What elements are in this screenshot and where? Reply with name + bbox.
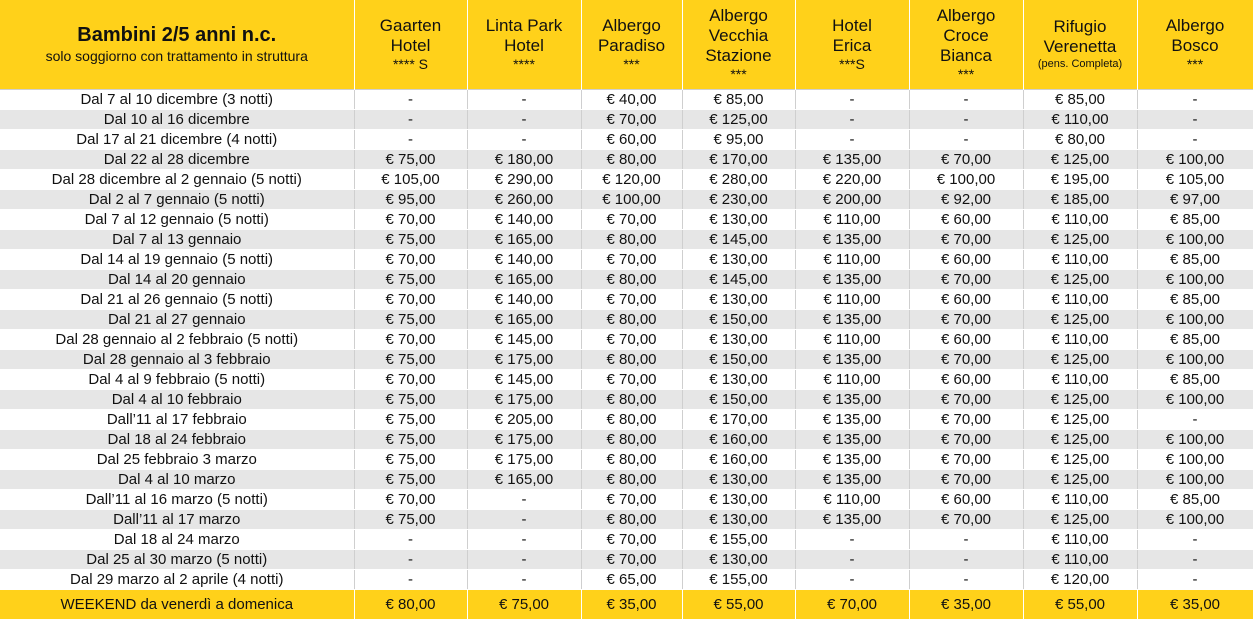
table-row	[0, 89, 1253, 109]
period-cell: Dal 4 al 10 febbraio	[0, 389, 354, 409]
price-cell: € 125,00	[1023, 509, 1137, 529]
price-cell: -	[467, 489, 581, 509]
price-cell: -	[467, 129, 581, 149]
price-cell: € 85,00	[1137, 289, 1253, 309]
price-cell: € 75,00	[354, 409, 467, 429]
price-cell: € 70,00	[909, 309, 1023, 329]
price-cell: € 125,00	[1023, 349, 1137, 369]
price-cell: € 70,00	[909, 469, 1023, 489]
price-cell: € 200,00	[795, 189, 909, 209]
period-cell: Dall’11 al 16 marzo (5 notti)	[0, 489, 354, 509]
hotel-header	[795, 0, 909, 89]
period-cell: Dal 29 marzo al 2 aprile (4 notti)	[0, 569, 354, 589]
price-cell: € 110,00	[795, 489, 909, 509]
price-cell: € 40,00	[581, 89, 682, 109]
table-row	[0, 109, 1253, 129]
price-cell: -	[909, 129, 1023, 149]
price-cell: € 85,00	[1137, 329, 1253, 349]
hotel-header	[581, 0, 682, 89]
period-cell: Dal 14 al 19 gennaio (5 notti)	[0, 249, 354, 269]
period-cell: Dal 2 al 7 gennaio (5 notti)	[0, 189, 354, 209]
table-row	[0, 149, 1253, 169]
price-cell: -	[354, 549, 467, 569]
price-cell: -	[467, 509, 581, 529]
price-cell: € 175,00	[467, 349, 581, 369]
hotel-name-line: Albergo	[709, 6, 768, 26]
price-cell: € 125,00	[682, 109, 795, 129]
price-cell: € 110,00	[795, 209, 909, 229]
price-cell: € 85,00	[1137, 369, 1253, 389]
price-cell: € 70,00	[581, 209, 682, 229]
period-cell: Dal 7 al 13 gennaio	[0, 229, 354, 249]
hotel-name-line: Paradiso	[597, 36, 666, 56]
price-cell: -	[467, 529, 581, 549]
price-cell: -	[1137, 409, 1253, 429]
price-cell: € 120,00	[581, 169, 682, 189]
weekend-price: € 75,00	[467, 589, 581, 619]
period-cell: Dal 10 al 16 dicembre	[0, 109, 354, 129]
hotel-stars: ***S	[839, 56, 865, 73]
price-cell: € 70,00	[909, 449, 1023, 469]
price-cell: € 170,00	[682, 149, 795, 169]
price-cell: € 165,00	[467, 229, 581, 249]
price-cell: € 85,00	[1023, 89, 1137, 109]
price-cell: € 145,00	[467, 369, 581, 389]
price-cell: € 70,00	[581, 529, 682, 549]
price-cell: € 135,00	[795, 349, 909, 369]
price-cell: € 70,00	[909, 269, 1023, 289]
price-cell: € 175,00	[467, 389, 581, 409]
period-cell: Dal 18 al 24 marzo	[0, 529, 354, 549]
table-row	[0, 349, 1253, 369]
price-cell: € 75,00	[354, 509, 467, 529]
price-cell: € 150,00	[682, 349, 795, 369]
price-cell: € 100,00	[1137, 469, 1253, 489]
price-cell: € 70,00	[581, 549, 682, 569]
price-cell: € 80,00	[581, 469, 682, 489]
price-cell: € 105,00	[1137, 169, 1253, 189]
price-cell: -	[795, 109, 909, 129]
price-cell: € 100,00	[1137, 229, 1253, 249]
hotel-name-line: Verenetta	[1043, 37, 1117, 57]
period-cell: Dal 4 al 9 febbraio (5 notti)	[0, 369, 354, 389]
hotel-name-line: Albergo	[602, 16, 661, 36]
price-cell: € 125,00	[1023, 229, 1137, 249]
price-cell: € 75,00	[354, 309, 467, 329]
price-cell: € 290,00	[467, 169, 581, 189]
price-cell: € 92,00	[909, 189, 1023, 209]
price-cell: € 75,00	[354, 149, 467, 169]
price-cell: € 280,00	[682, 169, 795, 189]
table-row	[0, 549, 1253, 569]
price-cell: -	[467, 569, 581, 589]
price-cell: € 140,00	[467, 209, 581, 229]
weekend-label: WEEKEND da venerdì a domenica	[0, 589, 354, 619]
price-cell: € 150,00	[682, 389, 795, 409]
price-cell: -	[354, 89, 467, 109]
price-cell: € 100,00	[1137, 389, 1253, 409]
price-cell: € 70,00	[581, 289, 682, 309]
price-cell: € 135,00	[795, 449, 909, 469]
period-cell: Dal 4 al 10 marzo	[0, 469, 354, 489]
price-cell: € 100,00	[1137, 269, 1253, 289]
price-cell: € 110,00	[795, 329, 909, 349]
hotel-name-line: Hotel	[832, 16, 872, 36]
price-cell: € 130,00	[682, 369, 795, 389]
price-cell: € 130,00	[682, 509, 795, 529]
price-cell: € 125,00	[1023, 149, 1137, 169]
period-cell: Dal 7 al 10 dicembre (3 notti)	[0, 89, 354, 109]
price-cell: € 165,00	[467, 269, 581, 289]
hotel-stars: ***	[730, 66, 747, 83]
price-cell: € 130,00	[682, 329, 795, 349]
price-cell: € 195,00	[1023, 169, 1137, 189]
price-cell: € 100,00	[1137, 429, 1253, 449]
price-cell: € 100,00	[581, 189, 682, 209]
price-cell: € 85,00	[1137, 249, 1253, 269]
price-cell: € 100,00	[1137, 449, 1253, 469]
weekend-price: € 55,00	[682, 589, 795, 619]
price-cell: -	[354, 529, 467, 549]
table-row	[0, 229, 1253, 249]
hotel-name-line: Croce	[943, 26, 989, 46]
hotel-header	[467, 0, 581, 89]
hotel-name-line: Vecchia	[708, 26, 769, 46]
price-cell: € 130,00	[682, 469, 795, 489]
table-row	[0, 489, 1253, 509]
price-cell: € 130,00	[682, 549, 795, 569]
price-cell: € 110,00	[795, 249, 909, 269]
price-cell: € 130,00	[682, 209, 795, 229]
price-cell: € 140,00	[467, 249, 581, 269]
weekend-price: € 35,00	[1137, 589, 1253, 619]
price-cell: € 140,00	[467, 289, 581, 309]
table-row	[0, 289, 1253, 309]
price-cell: € 80,00	[581, 449, 682, 469]
price-cell: € 145,00	[467, 329, 581, 349]
hotel-name-line: Albergo	[936, 6, 996, 26]
table-row	[0, 169, 1253, 189]
price-cell: € 70,00	[354, 249, 467, 269]
price-cell: -	[795, 89, 909, 109]
price-cell: € 165,00	[467, 469, 581, 489]
price-cell: € 75,00	[354, 449, 467, 469]
period-cell: Dal 21 al 27 gennaio	[0, 309, 354, 329]
price-cell: € 155,00	[682, 569, 795, 589]
weekend-price: € 70,00	[795, 589, 909, 619]
price-cell: € 65,00	[581, 569, 682, 589]
hotel-stars: ***	[1186, 56, 1204, 73]
period-cell: Dal 7 al 12 gennaio (5 notti)	[0, 209, 354, 229]
price-cell: € 160,00	[682, 429, 795, 449]
price-cell: € 130,00	[682, 249, 795, 269]
price-cell: € 70,00	[581, 109, 682, 129]
table-title: Bambini 2/5 anni n.c.	[77, 24, 277, 47]
price-cell: € 145,00	[682, 229, 795, 249]
price-cell: € 165,00	[467, 309, 581, 329]
hotel-name-line: Erica	[832, 36, 872, 56]
table-row	[0, 389, 1253, 409]
price-cell: € 70,00	[909, 429, 1023, 449]
table-row	[0, 509, 1253, 529]
price-cell: € 70,00	[354, 329, 467, 349]
price-cell: € 135,00	[795, 389, 909, 409]
price-cell: € 110,00	[1023, 209, 1137, 229]
hotel-name-line: Linta Park	[485, 16, 563, 36]
price-cell: € 110,00	[1023, 549, 1137, 569]
price-cell: € 85,00	[1137, 489, 1253, 509]
price-cell: € 230,00	[682, 189, 795, 209]
price-cell: € 135,00	[795, 149, 909, 169]
price-cell: € 70,00	[581, 329, 682, 349]
price-cell: € 80,00	[581, 389, 682, 409]
period-cell: Dall’11 al 17 febbraio	[0, 409, 354, 429]
price-cell: € 60,00	[909, 489, 1023, 509]
price-cell: € 60,00	[909, 329, 1023, 349]
price-cell: € 135,00	[795, 469, 909, 489]
price-cell: -	[354, 109, 467, 129]
header-row	[0, 0, 1253, 89]
table-row	[0, 569, 1253, 589]
price-cell: € 60,00	[909, 289, 1023, 309]
table-title-cell	[0, 0, 354, 89]
price-cell: € 110,00	[1023, 329, 1137, 349]
weekend-price: € 35,00	[581, 589, 682, 619]
weekend-price: € 35,00	[909, 589, 1023, 619]
price-cell: € 85,00	[1137, 209, 1253, 229]
price-cell: € 100,00	[1137, 509, 1253, 529]
price-cell: € 100,00	[1137, 349, 1253, 369]
price-cell: € 125,00	[1023, 389, 1137, 409]
price-cell: € 125,00	[1023, 469, 1137, 489]
table-row	[0, 209, 1253, 229]
price-cell: -	[467, 89, 581, 109]
table-subtitle: solo soggiorno con trattamento in struttura	[45, 48, 308, 65]
price-cell: -	[795, 549, 909, 569]
price-cell: € 110,00	[1023, 369, 1137, 389]
weekend-price: € 55,00	[1023, 589, 1137, 619]
price-cell: € 110,00	[1023, 289, 1137, 309]
hotel-header	[682, 0, 795, 89]
price-cell: € 110,00	[795, 369, 909, 389]
period-cell: Dal 17 al 21 dicembre (4 notti)	[0, 129, 354, 149]
price-cell: € 60,00	[581, 129, 682, 149]
price-cell: € 180,00	[467, 149, 581, 169]
table-row	[0, 369, 1253, 389]
price-cell: -	[354, 129, 467, 149]
price-cell: € 110,00	[1023, 249, 1137, 269]
hotel-header	[1023, 0, 1137, 89]
price-cell: € 60,00	[909, 249, 1023, 269]
price-cell: -	[1137, 109, 1253, 129]
price-cell: € 135,00	[795, 409, 909, 429]
hotel-note: (pens. Completa)	[1037, 58, 1123, 71]
price-cell: € 110,00	[1023, 529, 1137, 549]
price-cell: € 100,00	[1137, 149, 1253, 169]
period-cell: Dal 21 al 26 gennaio (5 notti)	[0, 289, 354, 309]
price-cell: € 100,00	[1137, 309, 1253, 329]
period-cell: Dal 18 al 24 febbraio	[0, 429, 354, 449]
price-cell: € 80,00	[581, 309, 682, 329]
price-cell: € 260,00	[467, 189, 581, 209]
price-cell: -	[795, 529, 909, 549]
hotel-stars: ***	[623, 56, 640, 73]
price-cell: € 145,00	[682, 269, 795, 289]
hotel-stars: **** S	[392, 56, 429, 73]
table-row	[0, 129, 1253, 149]
price-cell: € 70,00	[909, 349, 1023, 369]
hotel-name-line: Stazione	[705, 46, 772, 66]
price-cell: € 80,00	[581, 269, 682, 289]
table-row	[0, 329, 1253, 349]
hotel-name-line: Hotel	[390, 36, 431, 56]
price-cell: € 105,00	[354, 169, 467, 189]
price-cell: € 95,00	[354, 189, 467, 209]
period-cell: Dal 28 dicembre al 2 gennaio (5 notti)	[0, 169, 354, 189]
price-cell: € 135,00	[795, 509, 909, 529]
price-cell: € 95,00	[682, 129, 795, 149]
period-cell: Dal 28 gennaio al 3 febbraio	[0, 349, 354, 369]
table-row	[0, 249, 1253, 269]
price-cell: € 70,00	[909, 149, 1023, 169]
price-cell: -	[1137, 129, 1253, 149]
price-cell: -	[909, 549, 1023, 569]
price-cell: -	[1137, 529, 1253, 549]
price-cell: € 110,00	[1023, 489, 1137, 509]
hotel-name-line: Bosco	[1171, 36, 1219, 56]
price-cell: -	[795, 129, 909, 149]
table-row	[0, 529, 1253, 549]
price-cell: -	[467, 109, 581, 129]
price-cell: € 85,00	[682, 89, 795, 109]
price-cell: € 125,00	[1023, 309, 1137, 329]
price-cell: € 175,00	[467, 429, 581, 449]
price-cell: € 130,00	[682, 289, 795, 309]
price-cell: € 170,00	[682, 409, 795, 429]
price-cell: € 120,00	[1023, 569, 1137, 589]
price-cell: € 155,00	[682, 529, 795, 549]
price-cell: € 75,00	[354, 269, 467, 289]
table-row	[0, 429, 1253, 449]
price-cell: € 125,00	[1023, 269, 1137, 289]
price-cell: € 80,00	[581, 229, 682, 249]
hotel-name-line: Rifugio	[1053, 17, 1107, 37]
period-cell: Dal 22 al 28 dicembre	[0, 149, 354, 169]
price-cell: € 75,00	[354, 229, 467, 249]
weekend-price: € 80,00	[354, 589, 467, 619]
table-row	[0, 309, 1253, 329]
price-cell: € 70,00	[909, 389, 1023, 409]
price-cell: € 220,00	[795, 169, 909, 189]
price-cell: € 60,00	[909, 209, 1023, 229]
price-cell: € 70,00	[909, 509, 1023, 529]
period-cell: Dal 28 gennaio al 2 febbraio (5 notti)	[0, 329, 354, 349]
price-cell: € 70,00	[354, 489, 467, 509]
table-row	[0, 409, 1253, 429]
hotel-name-line: Bianca	[940, 46, 992, 66]
price-cell: € 70,00	[581, 489, 682, 509]
table-row	[0, 449, 1253, 469]
price-cell: -	[909, 89, 1023, 109]
hotel-header	[354, 0, 467, 89]
period-cell: Dall’11 al 17 marzo	[0, 509, 354, 529]
price-cell: € 80,00	[581, 349, 682, 369]
hotel-name-line: Albergo	[1165, 16, 1225, 36]
price-cell: € 75,00	[354, 349, 467, 369]
hotel-stars: ****	[513, 56, 535, 73]
price-cell: € 125,00	[1023, 429, 1137, 449]
price-cell: € 185,00	[1023, 189, 1137, 209]
price-cell: -	[1137, 89, 1253, 109]
price-cell: € 135,00	[795, 229, 909, 249]
price-cell: € 110,00	[795, 289, 909, 309]
price-cell: € 70,00	[909, 409, 1023, 429]
price-cell: € 205,00	[467, 409, 581, 429]
price-cell: -	[1137, 549, 1253, 569]
price-cell: -	[467, 549, 581, 569]
price-cell: € 60,00	[909, 369, 1023, 389]
price-cell: -	[909, 109, 1023, 129]
hotel-name-line: Gaarten	[379, 16, 442, 36]
hotel-header	[909, 0, 1023, 89]
table-row	[0, 269, 1253, 289]
price-cell: € 100,00	[909, 169, 1023, 189]
price-cell: € 70,00	[581, 249, 682, 269]
price-cell: € 175,00	[467, 449, 581, 469]
price-cell: -	[1137, 569, 1253, 589]
period-cell: Dal 25 febbraio 3 marzo	[0, 449, 354, 469]
price-cell: € 160,00	[682, 449, 795, 469]
price-cell: € 125,00	[1023, 449, 1137, 469]
price-cell: € 130,00	[682, 489, 795, 509]
hotel-stars: ***	[957, 66, 975, 83]
price-cell: -	[909, 529, 1023, 549]
price-cell: € 135,00	[795, 269, 909, 289]
price-cell: € 80,00	[581, 509, 682, 529]
price-cell: € 75,00	[354, 389, 467, 409]
price-cell: -	[909, 569, 1023, 589]
price-cell: € 80,00	[1023, 129, 1137, 149]
hotel-name-line: Hotel	[504, 36, 544, 56]
price-cell: € 97,00	[1137, 189, 1253, 209]
table-row	[0, 469, 1253, 489]
period-cell: Dal 25 al 30 marzo (5 notti)	[0, 549, 354, 569]
period-cell: Dal 14 al 20 gennaio	[0, 269, 354, 289]
price-cell: € 135,00	[795, 429, 909, 449]
table-row	[0, 189, 1253, 209]
price-cell: € 70,00	[354, 289, 467, 309]
price-cell: € 150,00	[682, 309, 795, 329]
price-cell: € 125,00	[1023, 409, 1137, 429]
hotel-header	[1137, 0, 1253, 89]
table-body	[0, 89, 1253, 589]
price-cell: € 75,00	[354, 429, 467, 449]
price-cell: € 110,00	[1023, 109, 1137, 129]
price-cell: € 70,00	[354, 369, 467, 389]
price-cell: € 70,00	[354, 209, 467, 229]
weekend-row	[0, 589, 1253, 619]
price-cell: € 70,00	[909, 229, 1023, 249]
price-cell: € 70,00	[581, 369, 682, 389]
price-cell: € 80,00	[581, 409, 682, 429]
price-cell: € 135,00	[795, 309, 909, 329]
price-cell: -	[354, 569, 467, 589]
price-cell: -	[795, 569, 909, 589]
price-cell: € 75,00	[354, 469, 467, 489]
price-cell: € 80,00	[581, 149, 682, 169]
price-cell: € 80,00	[581, 429, 682, 449]
